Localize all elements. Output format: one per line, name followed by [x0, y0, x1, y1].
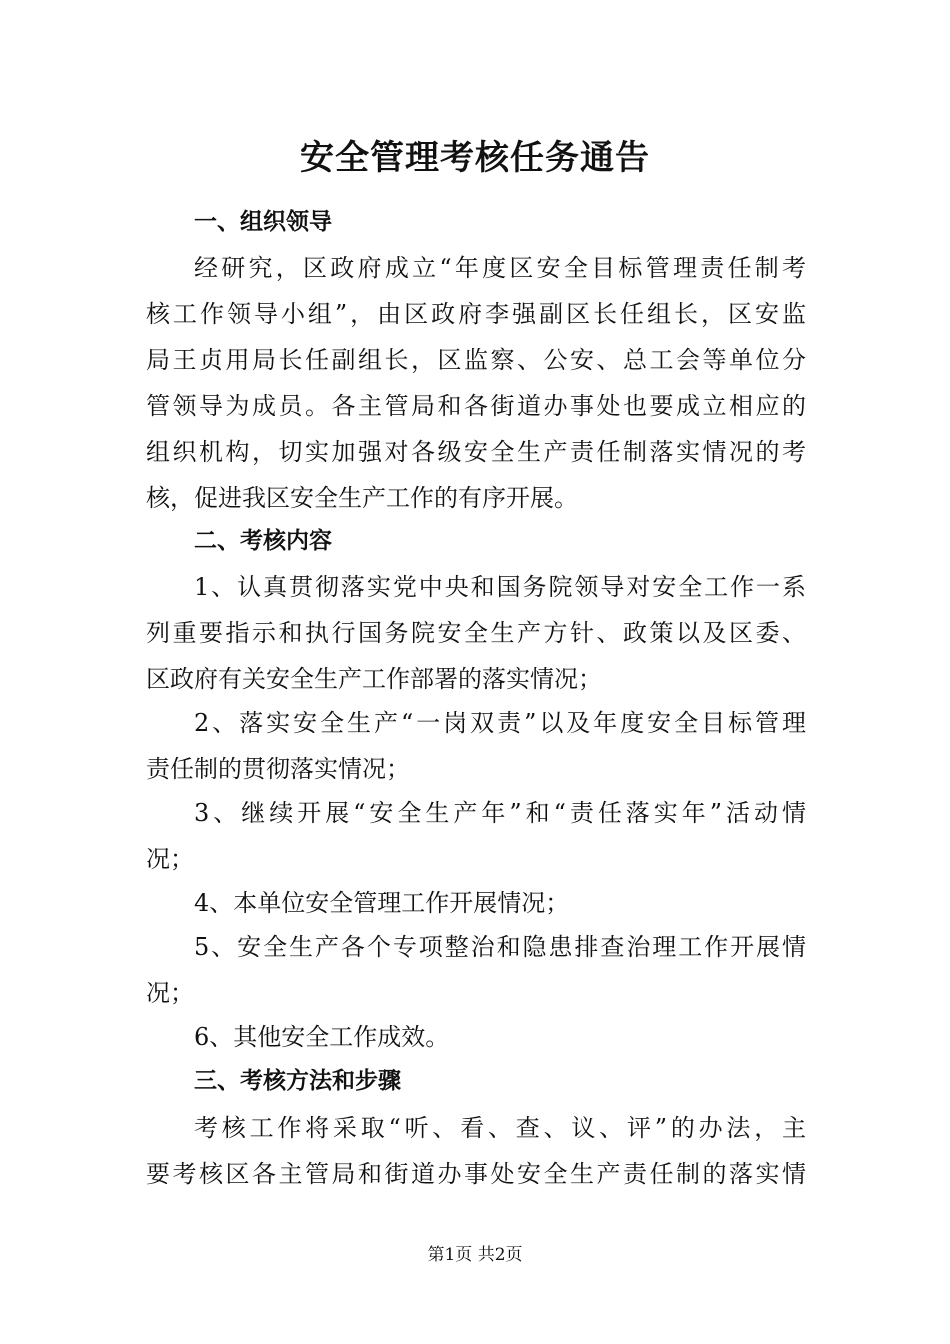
list-item-line: 6、其他安全工作成效。 — [194, 1023, 450, 1051]
page-footer: 第1页 共2页 — [427, 1245, 523, 1265]
section-heading-content: 二、考核内容 — [194, 528, 332, 554]
paragraph-line: 核工作领导小组”，由区政府李强副区长任组长，区安监 — [146, 300, 806, 328]
list-item-line: 5、安全生产各个专项整治和隐患排查治理工作开展情 — [194, 933, 806, 961]
paragraph-line: 核，促进我区安全生产工作的有序开展。 — [146, 484, 578, 512]
paragraph-line: 考核工作将采取“听、看、查、议、评”的办法，主 — [194, 1114, 806, 1142]
list-item-line: 4、本单位安全管理工作开展情况； — [194, 889, 570, 917]
section-heading-method: 三、考核方法和步骤 — [194, 1068, 401, 1094]
list-item-line: 1、认真贯彻落实党中央和国务院领导对安全工作一系 — [194, 573, 806, 601]
list-item-line: 区政府有关安全生产工作部署的落实情况； — [146, 665, 602, 693]
list-item-line: 3、继续开展“安全生产年”和“责任落实年”活动情 — [194, 799, 806, 827]
paragraph-line: 要考核区各主管局和街道办事处安全生产责任制的落实情 — [146, 1160, 806, 1188]
list-item-line: 列重要指示和执行国务院安全生产方针、政策以及区委、 — [146, 619, 806, 647]
section-heading-organization: 一、组织领导 — [194, 209, 332, 235]
paragraph-line: 经研究，区政府成立“年度区安全目标管理责任制考 — [194, 254, 806, 282]
paragraph-line: 管领导为成员。各主管局和各街道办事处也要成立相应的 — [146, 392, 806, 420]
list-item-line: 2、落实安全生产“一岗双责”以及年度安全目标管理 — [194, 709, 806, 737]
list-item-line: 责任制的贯彻落实情况； — [146, 755, 410, 783]
paragraph-line: 组织机构，切实加强对各级安全生产责任制落实情况的考 — [146, 438, 806, 466]
list-item-line: 况； — [146, 845, 194, 873]
list-item-line: 况； — [146, 979, 194, 1007]
document-title: 安全管理考核任务通告 — [300, 138, 650, 178]
paragraph-line: 局王贞用局长任副组长，区监察、公安、总工会等单位分 — [146, 346, 806, 374]
